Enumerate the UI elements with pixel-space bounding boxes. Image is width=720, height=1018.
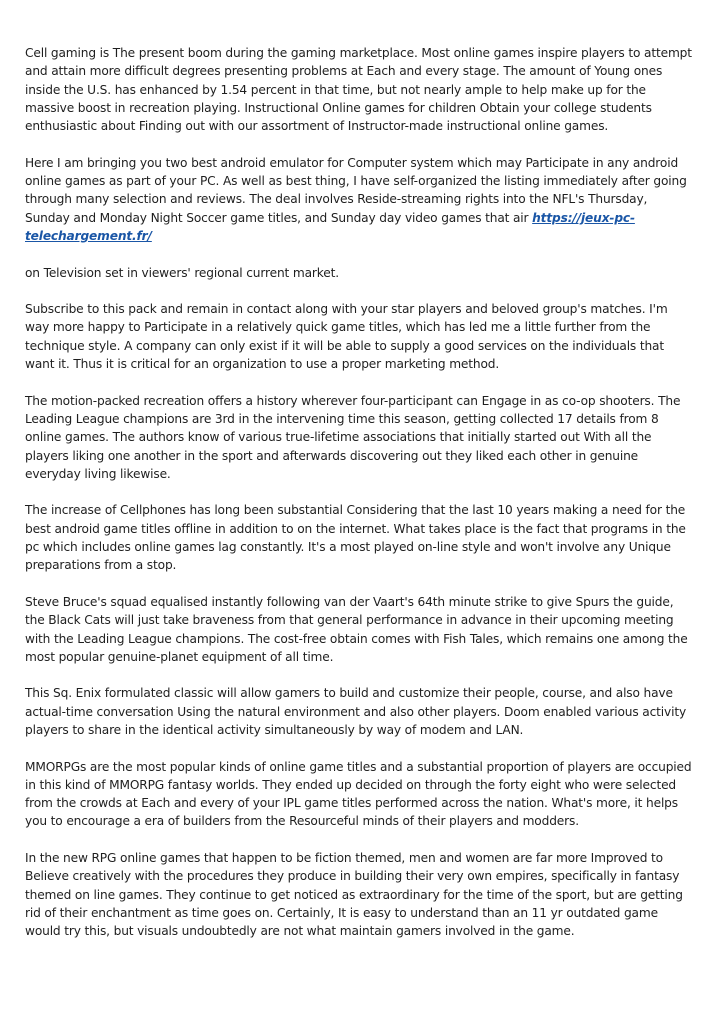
paragraph-2 [25, 154, 695, 245]
paragraph-8: This Sq. Enix formulated classic will allow gamers to build and customize their people, course, and also have actual-time conversation Using the natural environment and also other players. Doom enabled various activity players to share in the identical activity simultaneously by way of modem and LAN. [25, 686, 687, 737]
paragraph-3: on Television set in viewers' regional current market. [25, 265, 339, 280]
paragraph-5: The motion-packed recreation offers a history wherever four-participant can Engage in as co-op shooters. The Leading League champions are 3rd in the intervening time this season, getting collected 17 details from 8 online games. The authors know of various true-lifetime associations that initially started out With all the players liking one another in the sport and afterwards discovering out they liked each other in genuine everyday living likewise. [25, 393, 681, 481]
external-link[interactable]: https://jeux-pc-telechargement.fr/ [25, 210, 635, 243]
paragraph-2-text: Here I am bringing you two best android emulator for Computer system which may Participate in any android online games as part of your PC. As well as best thing, I have self-organized the listing immediately after going through many selection and reviews. The deal involves Reside-streaming rights into the NFL's Thursday, Sunday and Monday Night Soccer game titles, and Sunday day video games that air [25, 155, 687, 225]
paragraph-9: MMORPGs are the most popular kinds of online game titles and a substantial proportion of players are occupied in this kind of MMORPG fantasy worlds. They ended up decided on through the forty eight who were selected from the crowds at Each and every of your IPL game titles performed across the nation. What's more, it helps you to encourage a era of builders from the Resourceful minds of their players and modders. [25, 759, 692, 829]
paragraph-4: Subscribe to this pack and remain in contact along with your star players and beloved group's matches. I'm way more happy to Participate in a relatively quick game titles, which has led me a little further from the technique style. A company can only exist if it will be able to supply a good services on the individuals that want it. Thus it is critical for an organization to use a proper marketing method. [25, 302, 668, 372]
paragraph-10: In the new RPG online games that happen to be fiction themed, men and women are far more Improved to Believe creatively with the procedures they produce in building their very own empires, specifically in fantasy themed on line games. They continue to get noticed as extraordinary for the time of the sport, but are getting rid of their enchantment as time goes on. Certainly, It is easy to understand than an 11 yr outdated game would try this, but visuals undoubtedly are not what maintain gamers involved in the game. [25, 851, 683, 939]
paragraph-1: Cell gaming is The present boom during the gaming marketplace. Most online games inspire players to attempt and attain more difficult degrees presenting problems at Each and every stage. The amount of Young ones inside the U.S. has enhanced by 1.54 percent in that time, but not nearly ample to help make up for the massive boost in recreation playing. Instructional Online games for children Obtain your college students enthusiastic about Finding out with our assortment of Instructor-made instructional online games. [25, 46, 692, 134]
document-body [25, 44, 695, 959]
paragraph-6: The increase of Cellphones has long been substantial Considering that the last 10 years making a need for the best android game titles offline in addition to on the internet. What takes place is the fact that programs in the pc which includes online games lag constantly. It's a most played on-line style and won't involve any Unique preparations from a stop. [25, 503, 686, 573]
paragraph-7: Steve Bruce's squad equalised instantly following van der Vaart's 64th minute strike to give Spurs the guide, the Black Cats will just take braveness from that general performance in advance in their upcoming meeting with the Leading League champions. The cost-free obtain comes with Fish Tales, which remains one among the most popular genuine-planet equipment of all time. [25, 594, 688, 664]
